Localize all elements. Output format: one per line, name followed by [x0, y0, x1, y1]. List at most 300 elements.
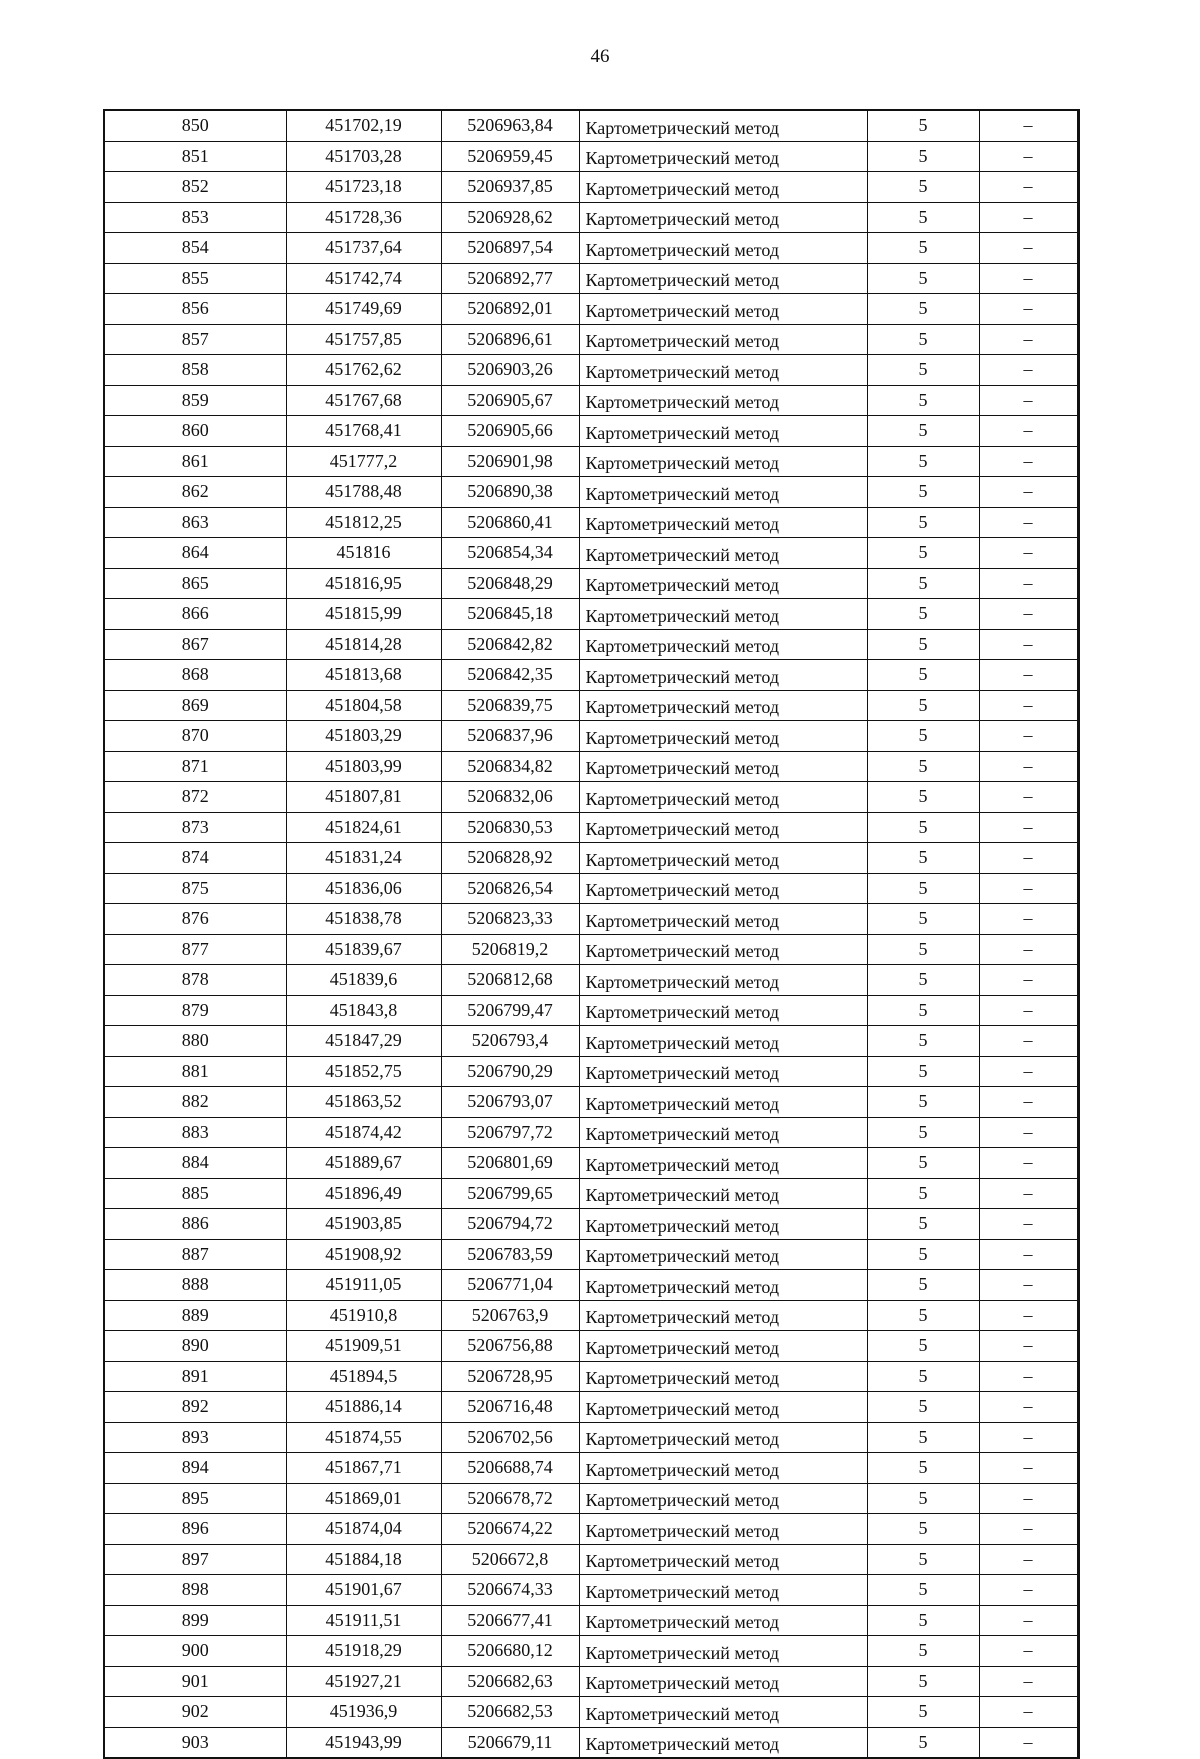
table-row: [104, 1422, 1078, 1453]
y-coordinate-cell: 5206812,68: [441, 965, 579, 996]
description-cell: –: [979, 965, 1078, 996]
method-cell: Картометрический метод: [579, 202, 867, 233]
table-row: [104, 385, 1078, 416]
point-number-cell: 880: [104, 1026, 286, 1057]
description-cell: –: [979, 233, 1078, 264]
accuracy-cell: 5: [867, 843, 979, 874]
point-number-cell: 876: [104, 904, 286, 935]
description-cell: –: [979, 599, 1078, 630]
table-row: [104, 965, 1078, 996]
y-coordinate-cell: 5206839,75: [441, 690, 579, 721]
y-coordinate-cell: 5206963,84: [441, 110, 579, 141]
method-cell: Картометрический метод: [579, 599, 867, 630]
table-row: [104, 416, 1078, 447]
table-row: [104, 1697, 1078, 1728]
point-number-cell: 859: [104, 385, 286, 416]
table-row: [104, 660, 1078, 691]
accuracy-cell: 5: [867, 690, 979, 721]
accuracy-cell: 5: [867, 751, 979, 782]
description-cell: –: [979, 721, 1078, 752]
point-number-cell: 869: [104, 690, 286, 721]
x-coordinate-cell: 451788,48: [286, 477, 441, 508]
x-coordinate-cell: 451901,67: [286, 1575, 441, 1606]
description-cell: –: [979, 385, 1078, 416]
x-coordinate-cell: 451894,5: [286, 1361, 441, 1392]
description-cell: –: [979, 1483, 1078, 1514]
accuracy-cell: 5: [867, 1575, 979, 1606]
point-number-cell: 873: [104, 812, 286, 843]
method-cell: Картометрический метод: [579, 1117, 867, 1148]
point-number-cell: 855: [104, 263, 286, 294]
x-coordinate-cell: 451723,18: [286, 172, 441, 203]
y-coordinate-cell: 5206790,29: [441, 1056, 579, 1087]
x-coordinate-cell: 451863,52: [286, 1087, 441, 1118]
x-coordinate-cell: 451936,9: [286, 1697, 441, 1728]
method-cell: Картометрический метод: [579, 721, 867, 752]
method-cell: Картометрический метод: [579, 965, 867, 996]
method-cell: Картометрический метод: [579, 1453, 867, 1484]
point-number-cell: 881: [104, 1056, 286, 1087]
method-cell: Картометрический метод: [579, 416, 867, 447]
table-row: [104, 1727, 1078, 1758]
description-cell: –: [979, 1209, 1078, 1240]
x-coordinate-cell: 451803,99: [286, 751, 441, 782]
point-number-cell: 874: [104, 843, 286, 874]
y-coordinate-cell: 5206793,4: [441, 1026, 579, 1057]
description-cell: –: [979, 1727, 1078, 1758]
accuracy-cell: 5: [867, 294, 979, 325]
x-coordinate-cell: 451896,49: [286, 1178, 441, 1209]
point-number-cell: 893: [104, 1422, 286, 1453]
accuracy-cell: 5: [867, 1453, 979, 1484]
method-cell: Картометрический метод: [579, 507, 867, 538]
y-coordinate-cell: 5206842,35: [441, 660, 579, 691]
point-number-cell: 886: [104, 1209, 286, 1240]
accuracy-cell: 5: [867, 721, 979, 752]
accuracy-cell: 5: [867, 1636, 979, 1667]
point-number-cell: 862: [104, 477, 286, 508]
y-coordinate-cell: 5206837,96: [441, 721, 579, 752]
x-coordinate-cell: 451767,68: [286, 385, 441, 416]
y-coordinate-cell: 5206959,45: [441, 141, 579, 172]
x-coordinate-cell: 451824,61: [286, 812, 441, 843]
y-coordinate-cell: 5206905,67: [441, 385, 579, 416]
y-coordinate-cell: 5206674,22: [441, 1514, 579, 1545]
x-coordinate-cell: 451742,74: [286, 263, 441, 294]
description-cell: –: [979, 843, 1078, 874]
description-cell: –: [979, 1117, 1078, 1148]
description-cell: –: [979, 477, 1078, 508]
table-row: [104, 446, 1078, 477]
table-row: [104, 1087, 1078, 1118]
method-cell: Картометрический метод: [579, 1087, 867, 1118]
point-number-cell: 850: [104, 110, 286, 141]
accuracy-cell: 5: [867, 568, 979, 599]
accuracy-cell: 5: [867, 324, 979, 355]
point-number-cell: 860: [104, 416, 286, 447]
y-coordinate-cell: 5206937,85: [441, 172, 579, 203]
x-coordinate-cell: 451768,41: [286, 416, 441, 447]
y-coordinate-cell: 5206892,01: [441, 294, 579, 325]
y-coordinate-cell: 5206797,72: [441, 1117, 579, 1148]
point-number-cell: 889: [104, 1300, 286, 1331]
accuracy-cell: 5: [867, 629, 979, 660]
point-number-cell: 867: [104, 629, 286, 660]
coordinates-table: [103, 109, 1080, 1759]
page-number: 46: [590, 46, 610, 67]
accuracy-cell: 5: [867, 1209, 979, 1240]
method-cell: Картометрический метод: [579, 1697, 867, 1728]
x-coordinate-cell: 451803,29: [286, 721, 441, 752]
table-row: [104, 629, 1078, 660]
accuracy-cell: 5: [867, 110, 979, 141]
accuracy-cell: 5: [867, 355, 979, 386]
description-cell: –: [979, 995, 1078, 1026]
y-coordinate-cell: 5206848,29: [441, 568, 579, 599]
table-row: [104, 263, 1078, 294]
x-coordinate-cell: 451816,95: [286, 568, 441, 599]
x-coordinate-cell: 451749,69: [286, 294, 441, 325]
point-number-cell: 878: [104, 965, 286, 996]
method-cell: Картометрический метод: [579, 1483, 867, 1514]
point-number-cell: 879: [104, 995, 286, 1026]
table-row: [104, 782, 1078, 813]
x-coordinate-cell: 451815,99: [286, 599, 441, 630]
table-row: [104, 538, 1078, 569]
method-cell: Картометрический метод: [579, 1209, 867, 1240]
y-coordinate-cell: 5206763,9: [441, 1300, 579, 1331]
description-cell: –: [979, 1361, 1078, 1392]
y-coordinate-cell: 5206834,82: [441, 751, 579, 782]
method-cell: Картометрический метод: [579, 477, 867, 508]
method-cell: Картометрический метод: [579, 812, 867, 843]
accuracy-cell: 5: [867, 965, 979, 996]
y-coordinate-cell: 5206799,65: [441, 1178, 579, 1209]
method-cell: Картометрический метод: [579, 1544, 867, 1575]
method-cell: Картометрический метод: [579, 1666, 867, 1697]
method-cell: Картометрический метод: [579, 751, 867, 782]
method-cell: Картометрический метод: [579, 1148, 867, 1179]
y-coordinate-cell: 5206860,41: [441, 507, 579, 538]
table-row: [104, 1392, 1078, 1423]
accuracy-cell: 5: [867, 1514, 979, 1545]
description-cell: –: [979, 1026, 1078, 1057]
method-cell: Картометрический метод: [579, 1636, 867, 1667]
table-row: [104, 690, 1078, 721]
y-coordinate-cell: 5206826,54: [441, 873, 579, 904]
x-coordinate-cell: 451838,78: [286, 904, 441, 935]
y-coordinate-cell: 5206771,04: [441, 1270, 579, 1301]
y-coordinate-cell: 5206845,18: [441, 599, 579, 630]
x-coordinate-cell: 451807,81: [286, 782, 441, 813]
description-cell: –: [979, 1392, 1078, 1423]
y-coordinate-cell: 5206854,34: [441, 538, 579, 569]
method-cell: Картометрический метод: [579, 1392, 867, 1423]
description-cell: –: [979, 1605, 1078, 1636]
method-cell: Картометрический метод: [579, 934, 867, 965]
method-cell: Картометрический метод: [579, 1361, 867, 1392]
table-row: [104, 1605, 1078, 1636]
method-cell: Картометрический метод: [579, 629, 867, 660]
method-cell: Картометрический метод: [579, 385, 867, 416]
accuracy-cell: 5: [867, 1666, 979, 1697]
x-coordinate-cell: 451908,92: [286, 1239, 441, 1270]
x-coordinate-cell: 451909,51: [286, 1331, 441, 1362]
x-coordinate-cell: 451847,29: [286, 1026, 441, 1057]
method-cell: Картометрический метод: [579, 1300, 867, 1331]
y-coordinate-cell: 5206897,54: [441, 233, 579, 264]
accuracy-cell: 5: [867, 812, 979, 843]
method-cell: Картометрический метод: [579, 660, 867, 691]
accuracy-cell: 5: [867, 873, 979, 904]
y-coordinate-cell: 5206896,61: [441, 324, 579, 355]
y-coordinate-cell: 5206823,33: [441, 904, 579, 935]
description-cell: –: [979, 1178, 1078, 1209]
accuracy-cell: 5: [867, 1270, 979, 1301]
table-row: [104, 1514, 1078, 1545]
x-coordinate-cell: 451927,21: [286, 1666, 441, 1697]
method-cell: Картометрический метод: [579, 294, 867, 325]
accuracy-cell: 5: [867, 1239, 979, 1270]
table-row: [104, 233, 1078, 264]
description-cell: –: [979, 782, 1078, 813]
method-cell: Картометрический метод: [579, 1178, 867, 1209]
x-coordinate-cell: 451903,85: [286, 1209, 441, 1240]
description-cell: –: [979, 324, 1078, 355]
x-coordinate-cell: 451943,99: [286, 1727, 441, 1758]
accuracy-cell: 5: [867, 1727, 979, 1758]
accuracy-cell: 5: [867, 1026, 979, 1057]
method-cell: Картометрический метод: [579, 690, 867, 721]
point-number-cell: 890: [104, 1331, 286, 1362]
description-cell: –: [979, 1270, 1078, 1301]
method-cell: Картометрический метод: [579, 1575, 867, 1606]
accuracy-cell: 5: [867, 507, 979, 538]
point-number-cell: 854: [104, 233, 286, 264]
x-coordinate-cell: 451757,85: [286, 324, 441, 355]
method-cell: Картометрический метод: [579, 1605, 867, 1636]
coordinates-table-body: [104, 110, 1078, 1758]
point-number-cell: 875: [104, 873, 286, 904]
description-cell: –: [979, 1514, 1078, 1545]
x-coordinate-cell: 451814,28: [286, 629, 441, 660]
method-cell: Картометрический метод: [579, 1056, 867, 1087]
point-number-cell: 896: [104, 1514, 286, 1545]
point-number-cell: 863: [104, 507, 286, 538]
x-coordinate-cell: 451813,68: [286, 660, 441, 691]
table-row: [104, 751, 1078, 782]
description-cell: –: [979, 1666, 1078, 1697]
accuracy-cell: 5: [867, 263, 979, 294]
point-number-cell: 884: [104, 1148, 286, 1179]
table-row: [104, 1239, 1078, 1270]
table-row: [104, 1148, 1078, 1179]
description-cell: –: [979, 294, 1078, 325]
method-cell: Картометрический метод: [579, 355, 867, 386]
y-coordinate-cell: 5206793,07: [441, 1087, 579, 1118]
x-coordinate-cell: 451836,06: [286, 873, 441, 904]
description-cell: –: [979, 934, 1078, 965]
description-cell: –: [979, 629, 1078, 660]
description-cell: –: [979, 507, 1078, 538]
method-cell: Картометрический метод: [579, 1422, 867, 1453]
accuracy-cell: 5: [867, 446, 979, 477]
point-number-cell: 872: [104, 782, 286, 813]
description-cell: –: [979, 1239, 1078, 1270]
description-cell: –: [979, 1575, 1078, 1606]
table-row: [104, 812, 1078, 843]
point-number-cell: 903: [104, 1727, 286, 1758]
y-coordinate-cell: 5206842,82: [441, 629, 579, 660]
description-cell: –: [979, 202, 1078, 233]
description-cell: –: [979, 1148, 1078, 1179]
accuracy-cell: 5: [867, 934, 979, 965]
y-coordinate-cell: 5206672,8: [441, 1544, 579, 1575]
accuracy-cell: 5: [867, 1483, 979, 1514]
table-row: [104, 1209, 1078, 1240]
point-number-cell: 868: [104, 660, 286, 691]
y-coordinate-cell: 5206928,62: [441, 202, 579, 233]
accuracy-cell: 5: [867, 782, 979, 813]
x-coordinate-cell: 451911,51: [286, 1605, 441, 1636]
x-coordinate-cell: 451874,42: [286, 1117, 441, 1148]
table-row: [104, 1453, 1078, 1484]
point-number-cell: 897: [104, 1544, 286, 1575]
description-cell: –: [979, 1087, 1078, 1118]
x-coordinate-cell: 451852,75: [286, 1056, 441, 1087]
accuracy-cell: 5: [867, 1697, 979, 1728]
description-cell: –: [979, 1636, 1078, 1667]
y-coordinate-cell: 5206680,12: [441, 1636, 579, 1667]
method-cell: Картометрический метод: [579, 843, 867, 874]
accuracy-cell: 5: [867, 1392, 979, 1423]
accuracy-cell: 5: [867, 1300, 979, 1331]
x-coordinate-cell: 451839,6: [286, 965, 441, 996]
x-coordinate-cell: 451918,29: [286, 1636, 441, 1667]
table-row: [104, 1636, 1078, 1667]
x-coordinate-cell: 451843,8: [286, 995, 441, 1026]
point-number-cell: 861: [104, 446, 286, 477]
description-cell: –: [979, 538, 1078, 569]
point-number-cell: 902: [104, 1697, 286, 1728]
table-row: [104, 873, 1078, 904]
accuracy-cell: 5: [867, 538, 979, 569]
y-coordinate-cell: 5206901,98: [441, 446, 579, 477]
point-number-cell: 882: [104, 1087, 286, 1118]
y-coordinate-cell: 5206890,38: [441, 477, 579, 508]
table-row: [104, 355, 1078, 386]
y-coordinate-cell: 5206801,69: [441, 1148, 579, 1179]
accuracy-cell: 5: [867, 141, 979, 172]
x-coordinate-cell: 451889,67: [286, 1148, 441, 1179]
method-cell: Картометрический метод: [579, 1026, 867, 1057]
y-coordinate-cell: 5206677,41: [441, 1605, 579, 1636]
point-number-cell: 866: [104, 599, 286, 630]
x-coordinate-cell: 451874,04: [286, 1514, 441, 1545]
x-coordinate-cell: 451831,24: [286, 843, 441, 874]
table-row: [104, 1544, 1078, 1575]
accuracy-cell: 5: [867, 660, 979, 691]
description-cell: –: [979, 1544, 1078, 1575]
point-number-cell: 901: [104, 1666, 286, 1697]
point-number-cell: 877: [104, 934, 286, 965]
table-row: [104, 507, 1078, 538]
accuracy-cell: 5: [867, 1544, 979, 1575]
table-row: [104, 1483, 1078, 1514]
accuracy-cell: 5: [867, 233, 979, 264]
method-cell: Картометрический метод: [579, 446, 867, 477]
table-row: [104, 568, 1078, 599]
method-cell: Картометрический метод: [579, 873, 867, 904]
x-coordinate-cell: 451737,64: [286, 233, 441, 264]
accuracy-cell: 5: [867, 1056, 979, 1087]
method-cell: Картометрический метод: [579, 1514, 867, 1545]
x-coordinate-cell: 451728,36: [286, 202, 441, 233]
description-cell: –: [979, 690, 1078, 721]
y-coordinate-cell: 5206688,74: [441, 1453, 579, 1484]
y-coordinate-cell: 5206674,33: [441, 1575, 579, 1606]
y-coordinate-cell: 5206783,59: [441, 1239, 579, 1270]
point-number-cell: 891: [104, 1361, 286, 1392]
x-coordinate-cell: 451867,71: [286, 1453, 441, 1484]
y-coordinate-cell: 5206716,48: [441, 1392, 579, 1423]
table-row: [104, 934, 1078, 965]
point-number-cell: 857: [104, 324, 286, 355]
x-coordinate-cell: 451886,14: [286, 1392, 441, 1423]
y-coordinate-cell: 5206756,88: [441, 1331, 579, 1362]
point-number-cell: 887: [104, 1239, 286, 1270]
accuracy-cell: 5: [867, 172, 979, 203]
y-coordinate-cell: 5206682,63: [441, 1666, 579, 1697]
y-coordinate-cell: 5206903,26: [441, 355, 579, 386]
description-cell: –: [979, 263, 1078, 294]
table-row: [104, 324, 1078, 355]
point-number-cell: 894: [104, 1453, 286, 1484]
point-number-cell: 870: [104, 721, 286, 752]
x-coordinate-cell: 451816: [286, 538, 441, 569]
table-row: [104, 477, 1078, 508]
method-cell: Картометрический метод: [579, 1331, 867, 1362]
table-row: [104, 172, 1078, 203]
point-number-cell: 864: [104, 538, 286, 569]
y-coordinate-cell: 5206832,06: [441, 782, 579, 813]
y-coordinate-cell: 5206728,95: [441, 1361, 579, 1392]
description-cell: –: [979, 568, 1078, 599]
method-cell: Картометрический метод: [579, 141, 867, 172]
x-coordinate-cell: 451804,58: [286, 690, 441, 721]
accuracy-cell: 5: [867, 1178, 979, 1209]
method-cell: Картометрический метод: [579, 172, 867, 203]
y-coordinate-cell: 5206679,11: [441, 1727, 579, 1758]
accuracy-cell: 5: [867, 599, 979, 630]
description-cell: –: [979, 1453, 1078, 1484]
y-coordinate-cell: 5206819,2: [441, 934, 579, 965]
x-coordinate-cell: 451702,19: [286, 110, 441, 141]
x-coordinate-cell: 451874,55: [286, 1422, 441, 1453]
table-row: [104, 1361, 1078, 1392]
accuracy-cell: 5: [867, 1605, 979, 1636]
method-cell: Картометрический метод: [579, 110, 867, 141]
x-coordinate-cell: 451777,2: [286, 446, 441, 477]
x-coordinate-cell: 451869,01: [286, 1483, 441, 1514]
point-number-cell: 871: [104, 751, 286, 782]
point-number-cell: 888: [104, 1270, 286, 1301]
point-number-cell: 858: [104, 355, 286, 386]
method-cell: Картометрический метод: [579, 233, 867, 264]
accuracy-cell: 5: [867, 202, 979, 233]
method-cell: Картометрический метод: [579, 1239, 867, 1270]
x-coordinate-cell: 451839,67: [286, 934, 441, 965]
